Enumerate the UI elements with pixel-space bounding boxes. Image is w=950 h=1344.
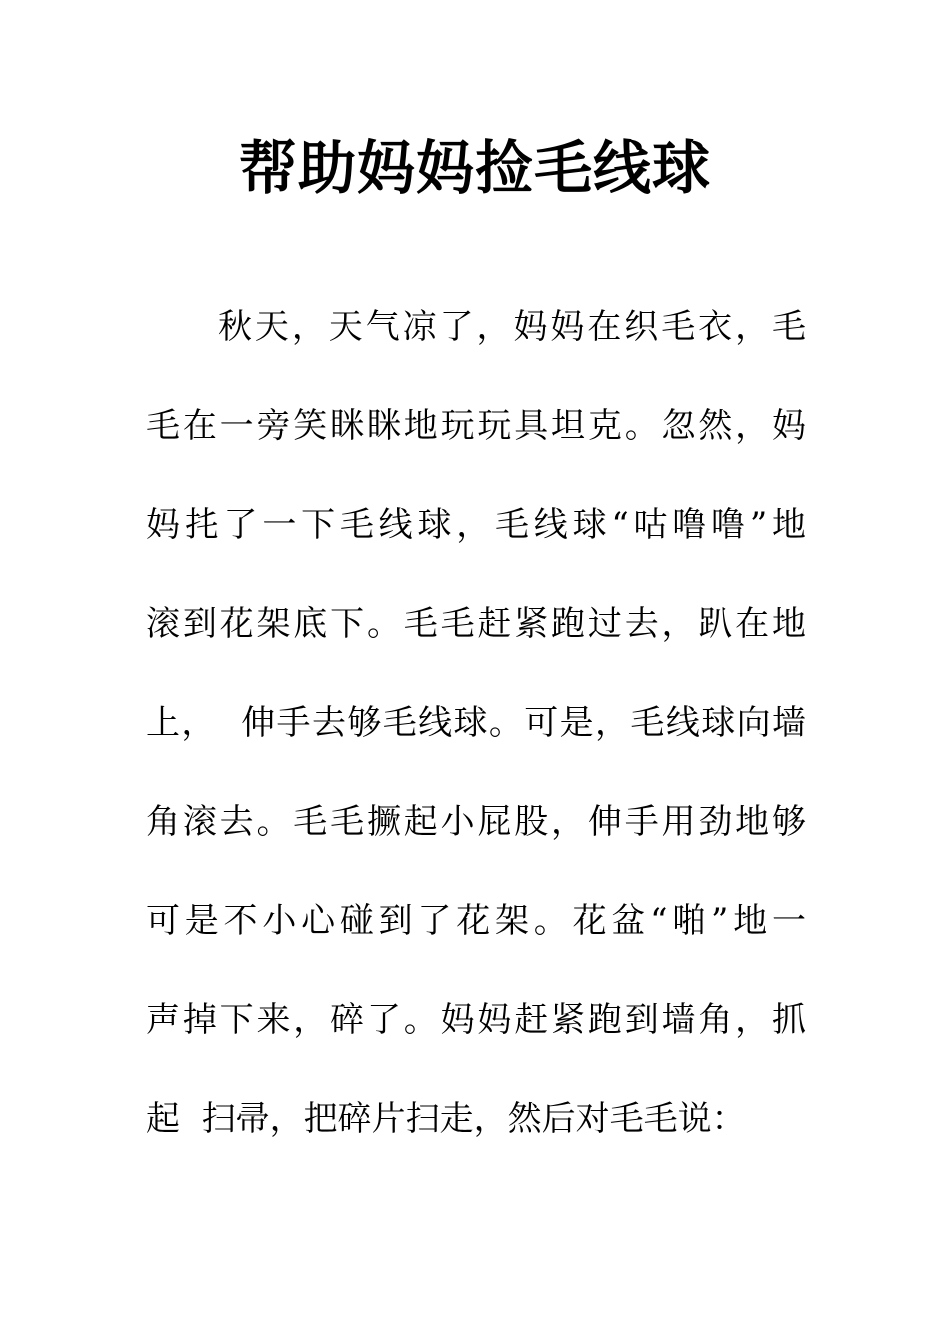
paragraph-line-7: 可是不小心碰到了花架。花盆“啪”地一: [146, 901, 806, 941]
document-title: 帮助妈妈捡毛线球: [238, 134, 711, 202]
paragraph-line-9: 起 扫帚，把碎片扫走，然后对毛毛说：: [146, 1099, 746, 1139]
document-body: [146, 300, 806, 1191]
paragraph-line-5: 上， 伸手去够毛线球。可是，毛线球向墙: [146, 703, 806, 743]
paragraph-line-1: 秋天，天气凉了，妈妈在织毛衣，毛: [218, 307, 806, 347]
paragraph-line-6: 角滚去。毛毛撅起小屁股，伸手用劲地够: [146, 802, 806, 842]
paragraph-line-4: 滚到花架底下。毛毛赶紧跑过去，趴在地: [146, 604, 806, 644]
paragraph-line-8: 声掉下来，碎了。妈妈赶紧跑到墙角，抓: [146, 1000, 806, 1040]
paragraph-line-3: 妈扥了一下毛线球，毛线球“咕噜噜”地: [146, 505, 806, 545]
paragraph-line-2: 毛在一旁笑眯眯地玩玩具坦克。忽然，妈: [146, 406, 806, 446]
